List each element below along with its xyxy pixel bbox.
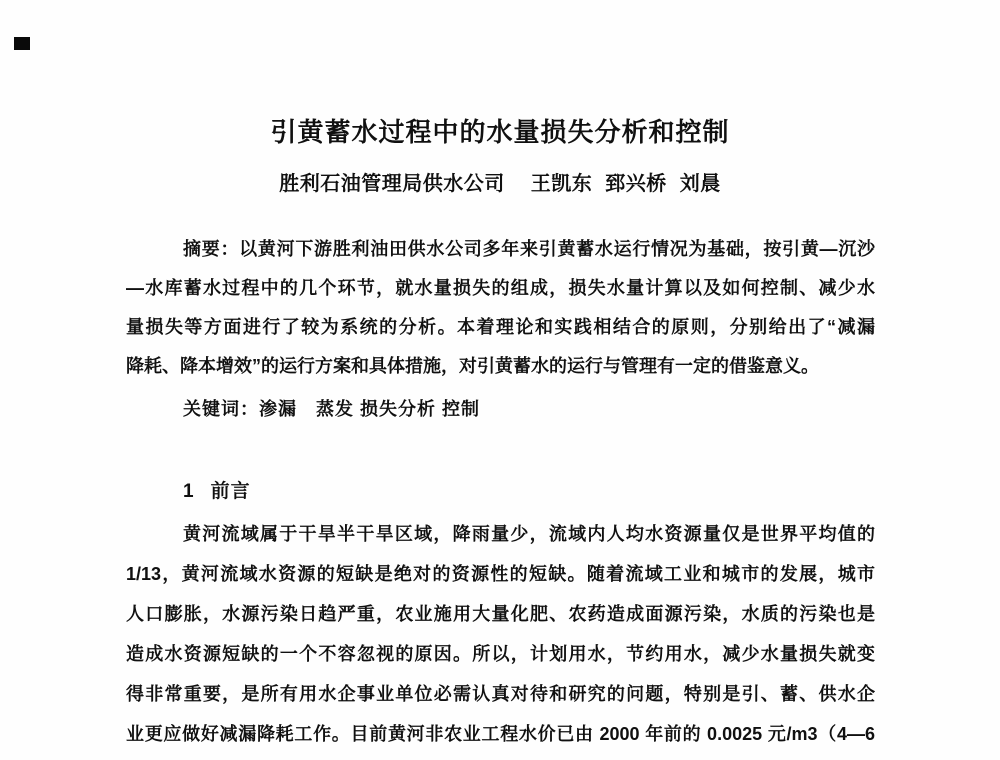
body-line: 业更应做好减漏降耗工作。目前黄河非农业工程水价已由 2000 年前的 0.0025 元/m3（4—6 bbox=[126, 724, 875, 744]
section-title: 前言 bbox=[210, 481, 251, 502]
scan-artifact-mark bbox=[14, 37, 30, 50]
author-name: 王凯东 bbox=[530, 173, 593, 195]
abstract-line: 量损失等方面进行了较为系统的分析。本着理论和实践相结合的原则，分别给出了“减漏 bbox=[126, 317, 875, 337]
abstract-line: 降耗、降本增效”的运行方案和具体措施，对引黄蓄水的运行与管理有一定的借鉴意义。 bbox=[126, 356, 819, 376]
section-number: 1 bbox=[183, 481, 195, 502]
abstract-line: —水库蓄水过程中的几个环节，就水量损失的组成，损失水量计算以及如何控制、减少水 bbox=[126, 278, 875, 298]
section-heading bbox=[183, 478, 251, 506]
keywords-line: 关键词：渗漏 蒸发 损失分析 控制 bbox=[183, 399, 481, 419]
body-line: 人口膨胀，水源污染日趋严重，农业施用大量化肥、农药造成面源污染，水质的污染也是 bbox=[126, 604, 875, 624]
paper-title: 引黄蓄水过程中的水量损失分析和控制 bbox=[270, 117, 730, 147]
body-line: 造成水资源短缺的一个不容忽视的原因。所以，计划用水，节约用水，减少水量损失就变 bbox=[126, 644, 875, 664]
author-name: 刘晨 bbox=[679, 173, 721, 195]
body-line: 黄河流域属于干旱半干旱区域，降雨量少，流域内人均水资源量仅是世界平均值的 bbox=[183, 524, 875, 544]
byline bbox=[0, 167, 1000, 196]
abstract-line: 摘要：以黄河下游胜利油田供水公司多年来引黄蓄水运行情况为基础，按引黄—沉沙 bbox=[183, 239, 875, 259]
body-line: 得非常重要，是所有用水企事业单位必需认真对待和研究的问题，特别是引、蓄、供水企 bbox=[126, 684, 875, 704]
body-paragraph bbox=[126, 514, 875, 754]
author-affiliation: 胜利石油管理局供水公司 bbox=[279, 173, 505, 195]
abstract-paragraph bbox=[126, 230, 875, 386]
body-line: 1/13，黄河流域水资源的短缺是绝对的资源性的短缺。随着流域工业和城市的发展，城市 bbox=[126, 564, 875, 584]
author-name: 郅兴桥 bbox=[605, 173, 667, 195]
